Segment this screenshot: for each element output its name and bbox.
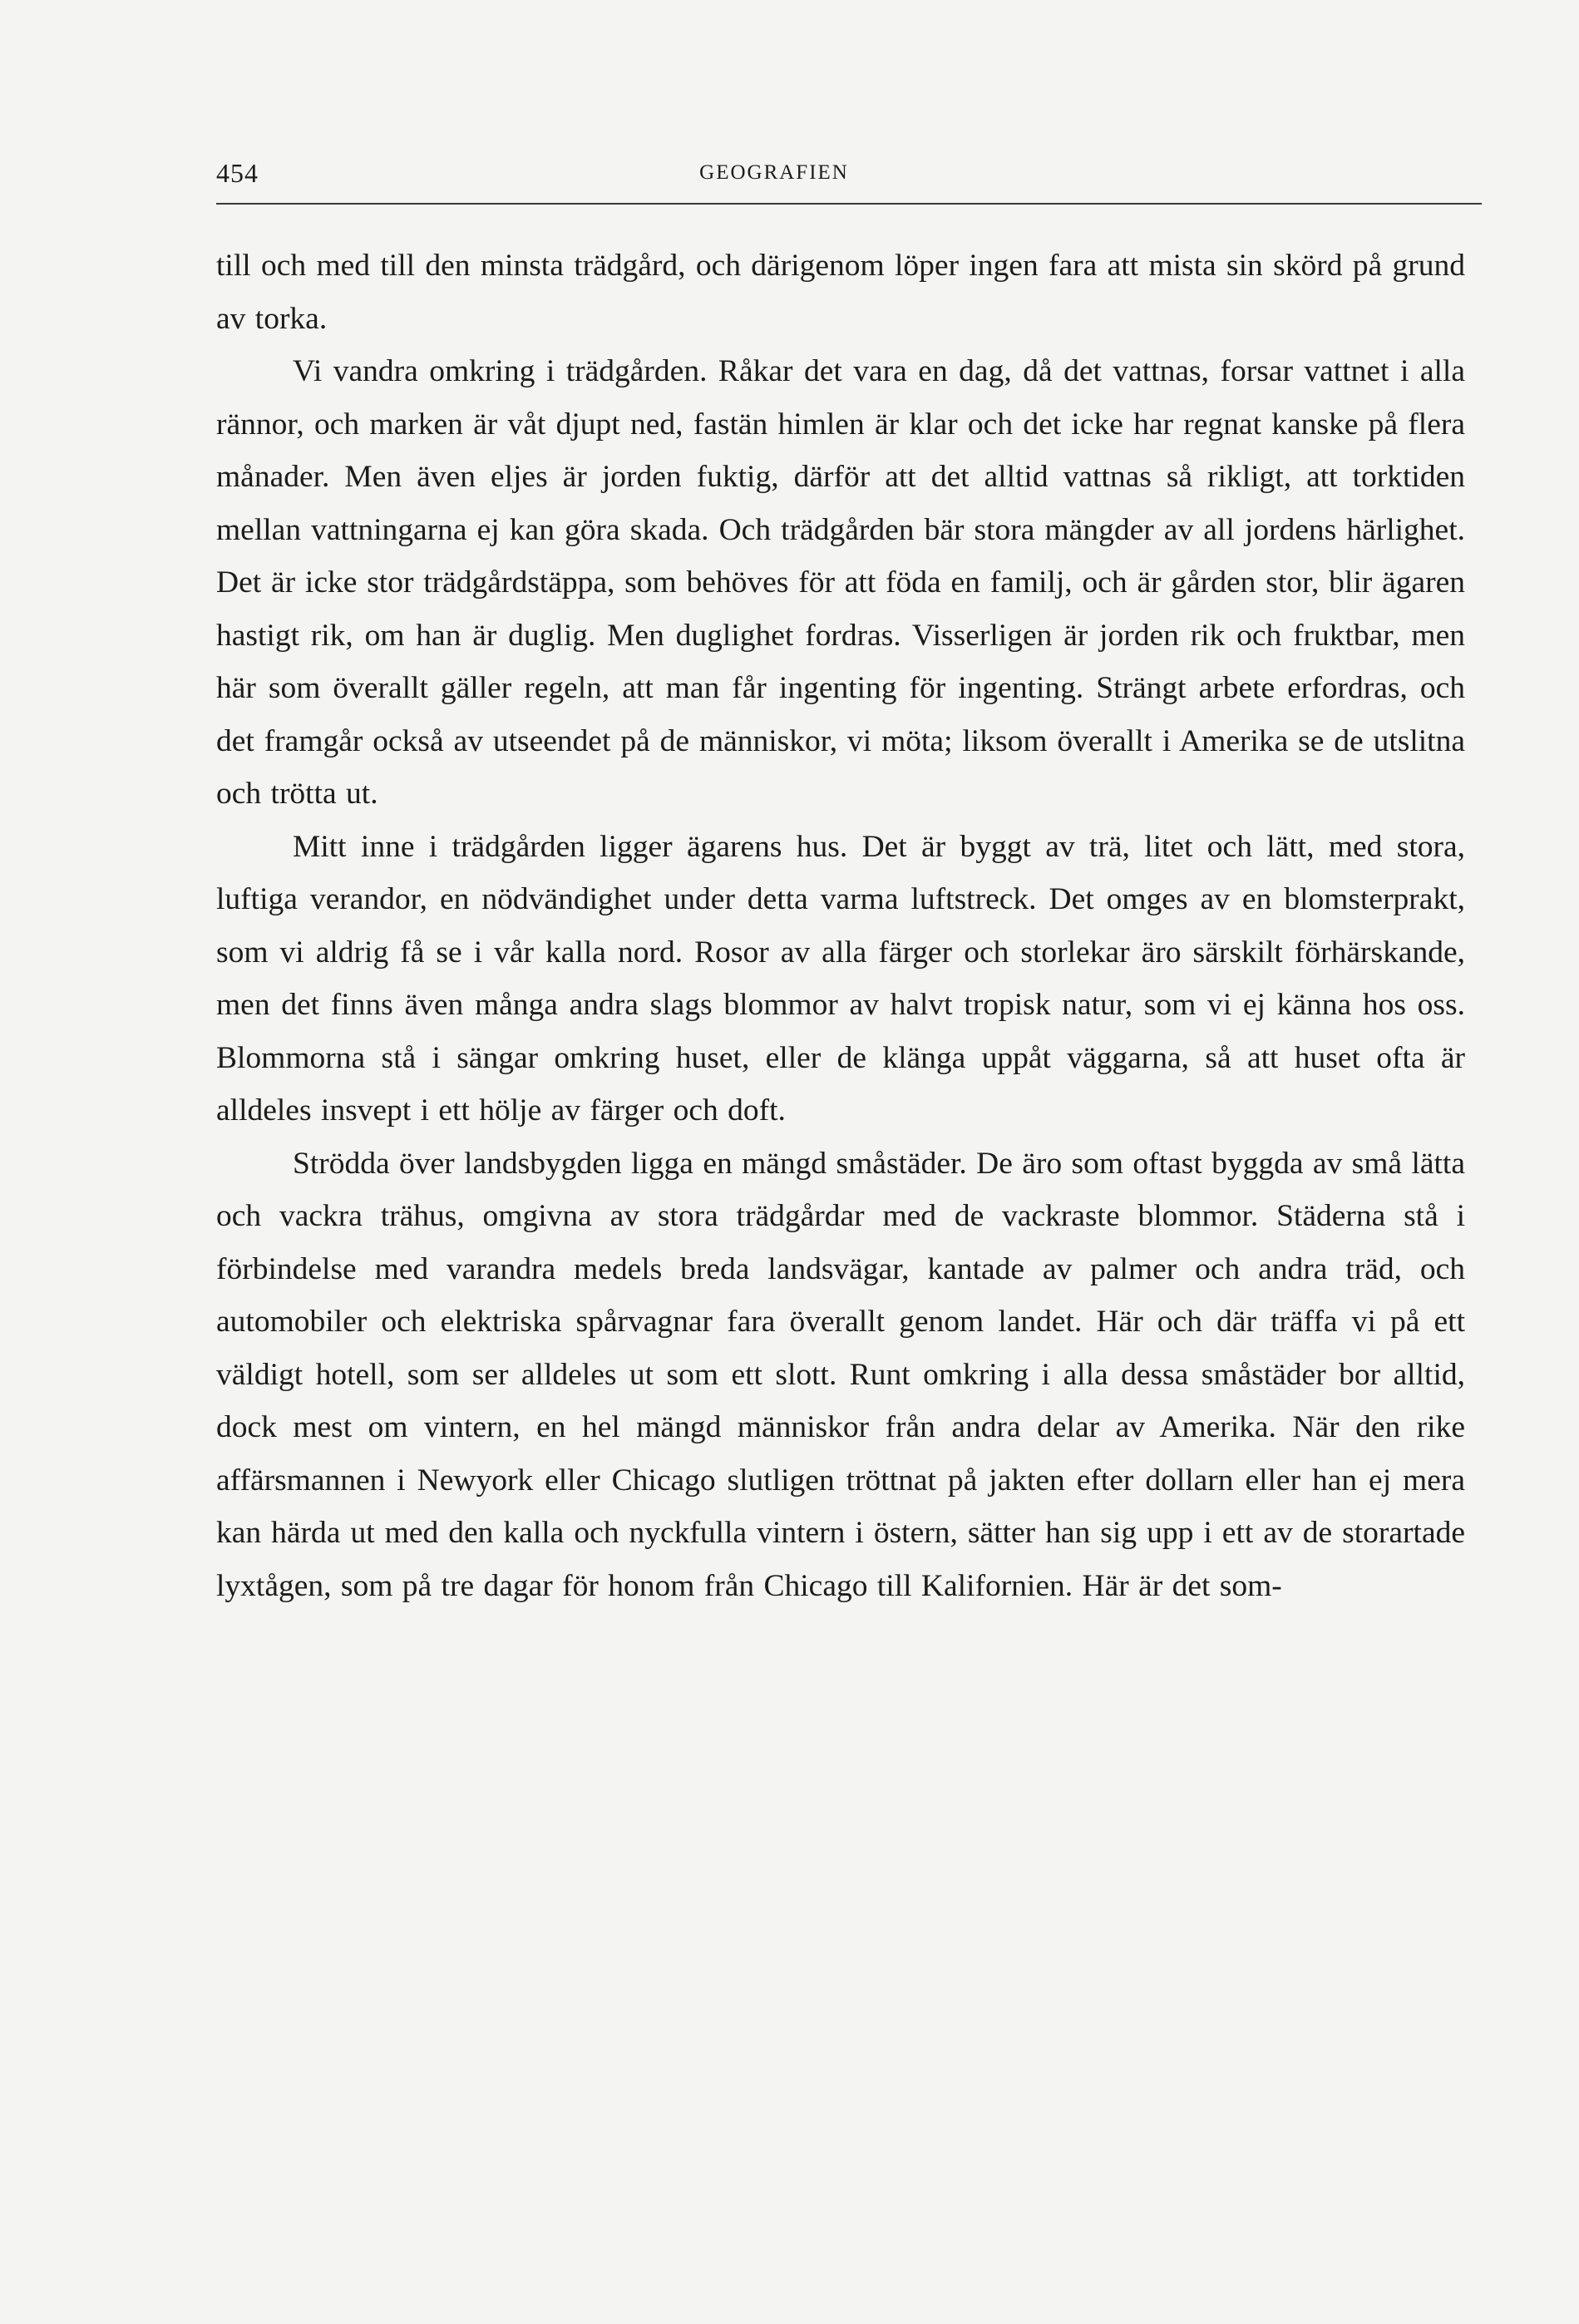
paragraph-continued: till och med till den minsta trädgård, och därigenom löper ingen fara att mista sin skörd på grund av torka. xyxy=(216,249,1465,336)
page-number: 454 xyxy=(216,158,259,188)
paragraph: Mitt inne i trädgården ligger ägarens hus. Det är byggt av trä, litet och lätt, med stora, luftiga verandor, en nödvändighet under detta varma luftstreck. Det omges av en blomsterprakt, som vi aldrig få se i vår kalla nord. Rosor av alla färger och storlekar äro särskilt förhärskande, men det finns även många andra slags blommor av halvt tropisk natur, som vi ej känna hos oss. Blommorna stå i sängar omkring huset, eller de klänga uppåt väggarna, så att huset ofta är alldeles insvept i ett hölje av färger och doft. xyxy=(216,829,1465,1127)
paragraph: Vi vandra omkring i trädgården. Råkar det vara en dag, då det vattnas, forsar vattnet i alla rännor, och marken är våt djupt ned, fastän himlen är klar och det icke har regnat kanske på flera månader. Men även eljes är jorden fuktig, därför att det alltid vattnas så rikligt, att torktiden mellan vattningarna ej kan göra skada. Och trädgården bär stora mängder av all jordens härlighet. Det är icke stor trädgårdstäppa, som behöves för att föda en familj, och är gården stor, blir ägaren hastigt rik, om han är duglig. Men duglighet fordras. Visserligen är jorden rik och fruktbar, men här som överallt gäller regeln, att man får ingenting för ingenting. Strängt arbete erfordras, och det framgår också av utseendet på de människor, vi möta; liksom överallt i Amerika se de utslitna och trötta ut. xyxy=(216,354,1465,811)
header-rule xyxy=(216,203,1482,205)
body-text xyxy=(216,239,1465,1612)
paragraph: Strödda över landsbygden ligga en mängd småstäder. De äro som oftast byggda av små lätta och vackra trähus, omgivna av stora trädgårdar med de vackraste blommor. Städerna stå i förbindelse med varandra medels breda landsvägar, kantade av palmer och andra träd, och automobiler och elektriska spårvagnar fara överallt genom landet. Här och där träffa vi på ett väldigt hotell, som ser alldeles ut som ett slott. Runt omkring i alla dessa småstäder bor alltid, dock mest om vintern, en hel mängd människor från andra delar av Amerika. När den rike affärsmannen i Newyork eller Chicago slutligen tröttnat på jakten efter dollarn eller han ej mera kan härda ut med den kalla och nyckfulla vintern i östern, sätter han sig upp i ett av de storartade lyxtågen, som på tre dagar för honom från Chicago till Kalifornien. Här är det som- xyxy=(216,1146,1465,1603)
running-head xyxy=(216,155,1482,191)
running-title: GEOGRAFIEN xyxy=(699,161,849,184)
